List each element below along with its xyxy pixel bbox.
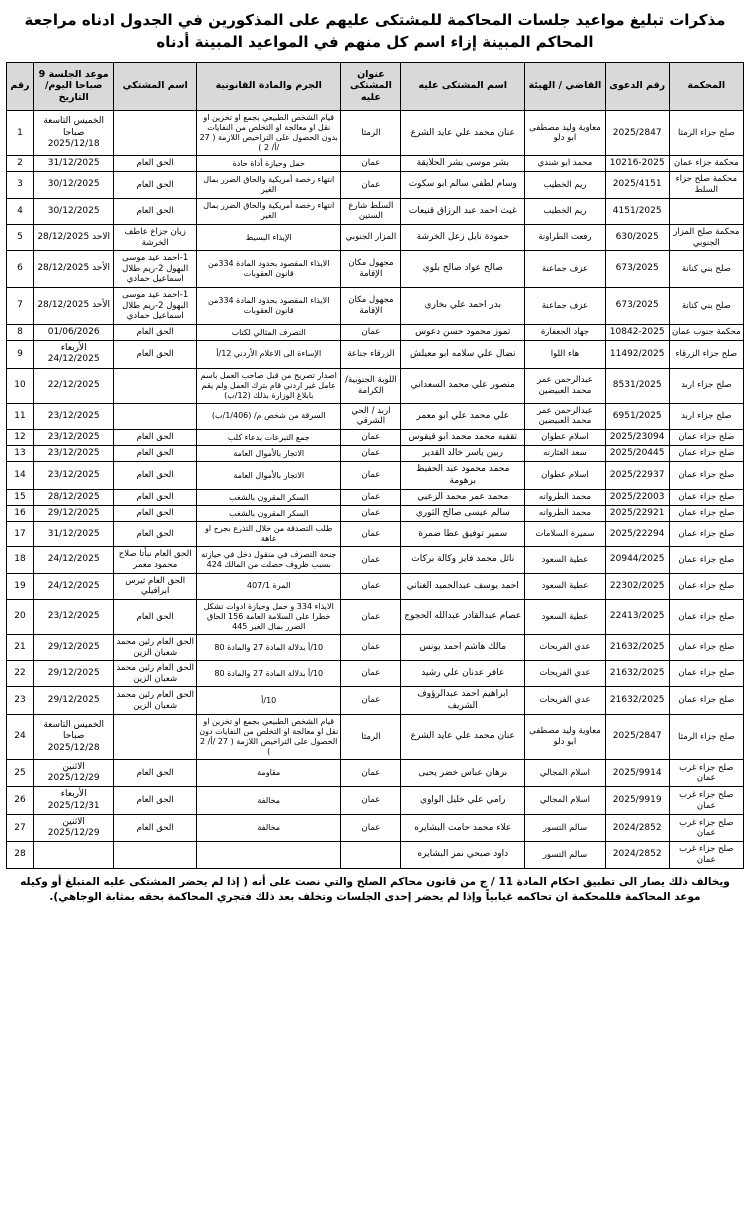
cell-judge: جهاد الجعفارة <box>525 324 606 340</box>
cell-case-number: 20944/2025 <box>605 547 669 573</box>
cell-court <box>669 198 743 224</box>
cell-number: 11 <box>7 403 34 429</box>
cell-court: صلح جزاء الرمثا <box>669 714 743 759</box>
cell-session-date: 01/06/2026 <box>33 324 114 340</box>
cell-plaintiff: الحق العام <box>114 429 197 445</box>
cell-case-number: 21632/2025 <box>605 634 669 660</box>
cell-court: صلح جزاء عمان <box>669 599 743 634</box>
cell-defendant-name: منصور علي محمد السعداني <box>401 368 525 403</box>
cell-plaintiff: 1-احمد عيد موسى البهول 2-ريم طلال اسماعيل حمادي <box>114 251 197 288</box>
table-row <box>7 547 744 573</box>
cell-judge: عدي الفريحات <box>525 634 606 660</box>
table-row <box>7 198 744 224</box>
cell-judge: معاوية وليد مصطفى ابو دلو <box>525 714 606 759</box>
cell-number: 15 <box>7 489 34 505</box>
cell-session-date: 29/12/2025 <box>33 661 114 687</box>
cell-case-number: 673/2025 <box>605 251 669 288</box>
cell-court: صلح جزاء الرمثا <box>669 111 743 156</box>
cell-charge: المرة 407/1 <box>196 573 341 599</box>
cell-judge: عبدالرحمن عمر محمد العبيضين <box>525 403 606 429</box>
cell-judge: عطية السعود <box>525 573 606 599</box>
column-header-charge: الجرم والمادة القانونية <box>196 62 341 111</box>
cell-judge: عدي الفريحات <box>525 661 606 687</box>
cell-defendant-address: مجهول مكان الإقامة <box>341 288 401 325</box>
cell-charge <box>196 842 341 868</box>
cell-session-date: 23/12/2025 <box>33 403 114 429</box>
cell-session-date: 23/12/2025 <box>33 599 114 634</box>
cell-plaintiff: الحق العام <box>114 198 197 224</box>
cell-plaintiff <box>114 368 197 403</box>
cell-plaintiff: الحق العام <box>114 787 197 815</box>
cell-session-date: 23/12/2025 <box>33 462 114 490</box>
cell-plaintiff <box>114 111 197 156</box>
cell-defendant-address: عمان <box>341 687 401 715</box>
cell-session-date: الخميس التاسعة صباحا 2025/12/18 <box>33 111 114 156</box>
cell-charge: مخالفة <box>196 787 341 815</box>
cell-judge: عطية السعود <box>525 547 606 573</box>
cell-court: صلح جزاء غرب عمان <box>669 842 743 868</box>
cell-defendant-address: اللوبة الجنوبية/ الكرامة <box>341 368 401 403</box>
table-row <box>7 661 744 687</box>
cell-court: محكمة جزاء عمان <box>669 156 743 172</box>
cell-charge: حمل وحيازة أداة حادة <box>196 156 341 172</box>
cell-session-date: الاثنين 2025/12/29 <box>33 759 114 787</box>
column-header-session-date: موعد الجلسة 9 صباحا اليوم/التاريخ <box>33 62 114 111</box>
cell-judge: اسلام عطوان <box>525 462 606 490</box>
cell-court: صلح جزاء عمان <box>669 573 743 599</box>
table-row <box>7 172 744 198</box>
cell-case-number: 630/2025 <box>605 224 669 250</box>
table-row <box>7 814 744 842</box>
table-row <box>7 714 744 759</box>
cell-plaintiff <box>114 842 197 868</box>
column-header-number: رقم <box>7 62 34 111</box>
cell-plaintiff: الحق العام <box>114 506 197 522</box>
column-header-defendant-address: عنوان المشتكى عليه <box>341 62 401 111</box>
cell-court: صلح جزاء عمان <box>669 547 743 573</box>
cell-number: 16 <box>7 506 34 522</box>
cell-defendant-name: ابراهيم احمد عبدالرؤوف الشريف <box>401 687 525 715</box>
cell-charge: 10/أ بدلالة المادة 27 والمادة 80 <box>196 634 341 660</box>
cell-charge: السرقة من شخص م/ (1/406/ب) <box>196 403 341 429</box>
cell-number: 5 <box>7 224 34 250</box>
cell-judge: سالم التسور <box>525 842 606 868</box>
cell-session-date: 24/12/2025 <box>33 547 114 573</box>
cell-judge: محمد الطروانه <box>525 489 606 505</box>
cell-plaintiff: الحق العام رئين محمد شعبان الزين <box>114 634 197 660</box>
cell-case-number: 2025/4151 <box>605 172 669 198</box>
cell-charge: مقاومة <box>196 759 341 787</box>
cell-charge: الإساءة الى الاعلام الأردني 12/أ <box>196 341 341 369</box>
table-row <box>7 506 744 522</box>
cell-defendant-name: مالك هاشم احمد يونس <box>401 634 525 660</box>
cell-session-date: 22/12/2025 <box>33 368 114 403</box>
table-row <box>7 368 744 403</box>
cell-charge: الايذاء المقصود بحدود المادة 334من قانون العقوبات <box>196 288 341 325</box>
cell-defendant-name: عافر عدنان علي رشيد <box>401 661 525 687</box>
table-row <box>7 156 744 172</box>
cell-case-number: 8531/2025 <box>605 368 669 403</box>
cell-defendant-address: عمان <box>341 156 401 172</box>
cell-defendant-name: عصام عبدالقادر عبدالله الحجوج <box>401 599 525 634</box>
cell-number: 24 <box>7 714 34 759</box>
column-header-case-number: رقم الدعوى <box>605 62 669 111</box>
cell-session-date: 29/12/2025 <box>33 687 114 715</box>
cell-defendant-name: محمد محمود عبد الحفيظ برهومة <box>401 462 525 490</box>
cell-session-date: الأربعاء 2025/12/31 <box>33 787 114 815</box>
cell-number: 9 <box>7 341 34 369</box>
cell-number: 23 <box>7 687 34 715</box>
cell-case-number: 2025/2847 <box>605 111 669 156</box>
cell-charge: جنحة التصرف في منقول دخل في حيازته بسبب ظروف حصلت من المالك 424 <box>196 547 341 573</box>
cell-number: 20 <box>7 599 34 634</box>
cell-case-number: 2025/2847 <box>605 714 669 759</box>
cell-number: 28 <box>7 842 34 868</box>
cell-judge: عطية السعود <box>525 599 606 634</box>
column-header-defendant-name: اسم المشتكى عليه <box>401 62 525 111</box>
cell-court: محكمة صلح جزاء السلط <box>669 172 743 198</box>
footer-note-line-2: موعد المحاكمة فللمحكمة ان تحاكمه غيابياً وإذا لم يحضر إحدى الجلسات وتخلف بعد ذلك فتجري المحاكمة بحقه بمثابة الوجاهي). <box>49 891 701 904</box>
cell-plaintiff: الحق العام ثيرس ابرافيلي <box>114 573 197 599</box>
cell-defendant-name: تقفيه محمد محمد ابو قيقوس <box>401 429 525 445</box>
cell-charge: السكر المقرون بالشغب <box>196 506 341 522</box>
cell-defendant-address: عمان <box>341 573 401 599</box>
cell-session-date: 23/12/2025 <box>33 446 114 462</box>
cell-plaintiff: الحق العام <box>114 759 197 787</box>
cell-charge: قيام الشخص الطبيعي بجمع او تخزين او نقل او معالجة او التخلص من النفايات بدون الحصول على التراخيص اللازمة ( 27 /أ/ 2 ) <box>196 111 341 156</box>
cell-plaintiff: الحق العام نبأتا صلاح محمود معمر <box>114 547 197 573</box>
cell-number: 22 <box>7 661 34 687</box>
cell-case-number: 2024/2852 <box>605 814 669 842</box>
cell-judge: ريم الخطيب <box>525 198 606 224</box>
cell-defendant-name: صالح عواد صالح بلوي <box>401 251 525 288</box>
cell-defendant-address: عمان <box>341 172 401 198</box>
cell-charge: 10/أ <box>196 687 341 715</box>
cell-plaintiff: الحق العام <box>114 172 197 198</box>
cell-number: 3 <box>7 172 34 198</box>
cell-charge: اصدار تصريح من قبل صاحب العمل باسم عامل غير اردني قام بترك العمل ولم يقم بابلاغ الوزارة بذلك (12/ب) <box>196 368 341 403</box>
cell-defendant-address: عمان <box>341 634 401 660</box>
cell-session-date: 31/12/2025 <box>33 522 114 547</box>
cell-session-date <box>33 842 114 868</box>
cell-charge: 10/أ بدلالة المادة 27 والمادة 80 <box>196 661 341 687</box>
cell-plaintiff: الحق العام <box>114 324 197 340</box>
cell-session-date: 29/12/2025 <box>33 506 114 522</box>
footer-note-line-1: ويخالف ذلك يصار الى تطبيق احكام المادة 11 / ج من قانون محاكم الصلح والتي نصت على أنه ( إذا لم يحضر المشتكى عليه المتبلغ أو وكيله <box>20 875 730 888</box>
cell-session-date: 30/12/2025 <box>33 198 114 224</box>
cell-plaintiff: زيان جزاع عاطف الخرشة <box>114 224 197 250</box>
cell-charge: طلب التصدقة من خلال التذرع بجرح او عاهة <box>196 522 341 547</box>
cell-number: 7 <box>7 288 34 325</box>
column-header-judge: القاضي / الهيئة <box>525 62 606 111</box>
table-row <box>7 324 744 340</box>
cell-defendant-address: عمان <box>341 506 401 522</box>
cell-defendant-address: عمان <box>341 462 401 490</box>
sessions-table <box>6 62 744 869</box>
cell-session-date: الخميس التاسعة صباحا 2025/12/28 <box>33 714 114 759</box>
cell-court: صلح جزاء عمان <box>669 489 743 505</box>
cell-plaintiff: الحق العام رئين محمد شعبان الزين <box>114 661 197 687</box>
cell-defendant-name: وسام لطفي سالم ابو سكوت <box>401 172 525 198</box>
cell-court: صلح جزاء الزرقاء <box>669 341 743 369</box>
cell-defendant-address <box>341 842 401 868</box>
cell-defendant-address: عمان <box>341 429 401 445</box>
cell-defendant-name: نضال علي سلامه ابو معيلش <box>401 341 525 369</box>
cell-court: صلح بني كنانة <box>669 251 743 288</box>
table-row <box>7 462 744 490</box>
cell-court: صلح جزاء عمان <box>669 462 743 490</box>
cell-defendant-name: عنان محمد علي عايد الشرع <box>401 714 525 759</box>
cell-court: صلح جزاء غرب عمان <box>669 759 743 787</box>
cell-judge: رفعت الطراونة <box>525 224 606 250</box>
cell-case-number: 6951/2025 <box>605 403 669 429</box>
cell-defendant-name: تموز محمود حسن دعوس <box>401 324 525 340</box>
cell-judge: سعد العثارنه <box>525 446 606 462</box>
cell-defendant-name: سمير توفيق عطا ضمرة <box>401 522 525 547</box>
page-title: مذكرات تبليغ مواعيد جلسات المحاكمة للمشتكى عليهم على المذكورين في الجدول ادناه مراجعة المحاكم المبينة إزاء اسم كل منهم في المواعيد المبينة أدناه <box>24 11 726 51</box>
cell-defendant-address: عمان <box>341 599 401 634</box>
cell-defendant-address: عمان <box>341 661 401 687</box>
cell-charge: جمع التبرعات بدعاء كلب <box>196 429 341 445</box>
column-header-court: المحكمة <box>669 62 743 111</box>
cell-number: 19 <box>7 573 34 599</box>
table-row <box>7 573 744 599</box>
cell-charge: السكر المقرون بالشغب <box>196 489 341 505</box>
cell-case-number: 2025/22294 <box>605 522 669 547</box>
cell-defendant-address: عمان <box>341 814 401 842</box>
cell-defendant-name: سالم عيسى صالح الثوري <box>401 506 525 522</box>
cell-number: 17 <box>7 522 34 547</box>
cell-defendant-name: بدر احمد علي بخاري <box>401 288 525 325</box>
cell-defendant-name: علاء محمد حامت البشايره <box>401 814 525 842</box>
cell-judge: عبدالرحمن عمر محمد العبيضين <box>525 368 606 403</box>
cell-number: 6 <box>7 251 34 288</box>
cell-case-number: 11492/2025 <box>605 341 669 369</box>
cell-court: صلح جزاء عمان <box>669 634 743 660</box>
cell-defendant-name: حمودة نايل زعل الخرشة <box>401 224 525 250</box>
cell-plaintiff: الحق العام <box>114 599 197 634</box>
cell-defendant-name: محمد عمر محمد الزعبي <box>401 489 525 505</box>
cell-court: صلح جزاء عمان <box>669 687 743 715</box>
cell-session-date: 28/12/2025 <box>33 489 114 505</box>
cell-judge: محمد الطروانه <box>525 506 606 522</box>
cell-number: 25 <box>7 759 34 787</box>
cell-charge: انتهاء رخصة أمريكية والحاق الضرر بمال الغير <box>196 198 341 224</box>
cell-charge: مخالفة <box>196 814 341 842</box>
table-row <box>7 599 744 634</box>
cell-judge: سميرة السلامات <box>525 522 606 547</box>
cell-case-number: 2025/22921 <box>605 506 669 522</box>
cell-case-number: 2025/22003 <box>605 489 669 505</box>
cell-plaintiff <box>114 714 197 759</box>
table-row <box>7 634 744 660</box>
cell-defendant-address: اربد / الحي الشرقي <box>341 403 401 429</box>
cell-judge: محمد ابو شندي <box>525 156 606 172</box>
cell-session-date: الاثنين 2025/12/29 <box>33 814 114 842</box>
cell-court: صلح بني كنانة <box>669 288 743 325</box>
cell-judge: هاء اللوا <box>525 341 606 369</box>
cell-charge: الايذاء 334 و حمل وحيازة ادوات تشكل خطرا على السلامة العامة 156 الحاق الضرر بمال الغير 445 <box>196 599 341 634</box>
footer-note <box>6 875 744 907</box>
cell-defendant-name: عنان محمد علي عايد الشرع <box>401 111 525 156</box>
cell-plaintiff: الحق العام <box>114 522 197 547</box>
table-row <box>7 341 744 369</box>
cell-court: صلح جزاء عمان <box>669 446 743 462</box>
cell-session-date: 24/12/2025 <box>33 573 114 599</box>
cell-session-date: 30/12/2025 <box>33 172 114 198</box>
cell-court: صلح جزاء غرب عمان <box>669 814 743 842</box>
table-row <box>7 842 744 868</box>
table-body <box>7 111 744 869</box>
cell-case-number: 4151/2025 <box>605 198 669 224</box>
cell-judge: معاوية وليد مصطفى ابو دلو <box>525 111 606 156</box>
cell-number: 18 <box>7 547 34 573</box>
cell-number: 21 <box>7 634 34 660</box>
cell-defendant-address: عمان <box>341 547 401 573</box>
cell-defendant-address: عمان <box>341 522 401 547</box>
cell-session-date: الاحد 28/12/2025 <box>33 224 114 250</box>
cell-defendant-address: عمان <box>341 324 401 340</box>
cell-defendant-address: عمان <box>341 787 401 815</box>
cell-number: 10 <box>7 368 34 403</box>
cell-number: 2 <box>7 156 34 172</box>
cell-case-number: 2025/22937 <box>605 462 669 490</box>
cell-case-number: 673/2025 <box>605 288 669 325</box>
table-row <box>7 403 744 429</box>
table-row <box>7 251 744 288</box>
cell-judge: ريم الخطيب <box>525 172 606 198</box>
cell-defendant-address: الزرقاء جناعة <box>341 341 401 369</box>
cell-case-number: 22413/2025 <box>605 599 669 634</box>
cell-plaintiff: الحق العام <box>114 446 197 462</box>
cell-defendant-address: الرمثا <box>341 714 401 759</box>
cell-defendant-name: غيث احمد عبد الرزاق قنيعات <box>401 198 525 224</box>
cell-defendant-name: ربين ياسر خالد القدير <box>401 446 525 462</box>
cell-plaintiff <box>114 403 197 429</box>
cell-number: 12 <box>7 429 34 445</box>
cell-number: 26 <box>7 787 34 815</box>
table-header-row <box>7 62 744 111</box>
cell-judge: اسلام المجالي <box>525 759 606 787</box>
table-row <box>7 759 744 787</box>
cell-defendant-address: المزار الجنوبي <box>341 224 401 250</box>
cell-defendant-name: رامي علي خليل الواوي <box>401 787 525 815</box>
table-row <box>7 111 744 156</box>
table-row <box>7 489 744 505</box>
cell-charge: الاتجار بالأموال العامة <box>196 446 341 462</box>
cell-court: صلح جزاء عمان <box>669 506 743 522</box>
cell-court: صلح جزاء اربد <box>669 368 743 403</box>
cell-defendant-name: برهان عباس خضر يحيى <box>401 759 525 787</box>
cell-case-number: 2025/9914 <box>605 759 669 787</box>
cell-charge: الاتجار بالأموال العامة <box>196 462 341 490</box>
cell-case-number: 22302/2025 <box>605 573 669 599</box>
cell-defendant-address: مجهول مكان الإقامة <box>341 251 401 288</box>
cell-charge: انتهاء رخصة أمريكية والحاق الضرر بمال الغير <box>196 172 341 198</box>
cell-session-date: 29/12/2025 <box>33 634 114 660</box>
cell-court: صلح جزاء غرب عمان <box>669 787 743 815</box>
cell-court: محكمة جنوب عمان <box>669 324 743 340</box>
cell-plaintiff: الحق العام رئين محمد شعبان الزين <box>114 687 197 715</box>
cell-charge: الإيذاء البسيط <box>196 224 341 250</box>
cell-defendant-name: علي محمد علي ابو معمر <box>401 403 525 429</box>
cell-session-date: الأربعاء 24/12/2025 <box>33 341 114 369</box>
cell-plaintiff: الحق العام <box>114 156 197 172</box>
table-row <box>7 687 744 715</box>
cell-defendant-address: عمان <box>341 446 401 462</box>
cell-case-number: 2025/9919 <box>605 787 669 815</box>
cell-session-date: الأحد 28/12/2025 <box>33 251 114 288</box>
cell-judge: عزف جماعنة <box>525 288 606 325</box>
cell-number: 1 <box>7 111 34 156</box>
cell-judge: عدي الفريحات <box>525 687 606 715</box>
table-row <box>7 522 744 547</box>
cell-defendant-name: داود صبحي نمر البشايره <box>401 842 525 868</box>
cell-defendant-name: نائل محمد فايز وكالة بركات <box>401 547 525 573</box>
cell-judge: اسلام عطوان <box>525 429 606 445</box>
cell-court: صلح جزاء عمان <box>669 522 743 547</box>
cell-case-number: 21632/2025 <box>605 687 669 715</box>
column-header-plaintiff: اسم المشتكي <box>114 62 197 111</box>
cell-case-number: 21632/2025 <box>605 661 669 687</box>
cell-court: صلح جزاء عمان <box>669 429 743 445</box>
cell-case-number: 2025/20445 <box>605 446 669 462</box>
cell-case-number: 10842-2025 <box>605 324 669 340</box>
cell-defendant-address: عمان <box>341 759 401 787</box>
cell-plaintiff: 1-احمد عيد موسى البهول 2-ريم طلال اسماعيل حمادي <box>114 288 197 325</box>
cell-session-date: 31/12/2025 <box>33 156 114 172</box>
cell-plaintiff: الحق العام <box>114 814 197 842</box>
cell-court: صلح جزاء عمان <box>669 661 743 687</box>
cell-number: 14 <box>7 462 34 490</box>
cell-defendant-name: بشر موسى بشر الحلايقة <box>401 156 525 172</box>
table-row <box>7 288 744 325</box>
cell-session-date: الأحد 28/12/2025 <box>33 288 114 325</box>
cell-judge: سالم التسور <box>525 814 606 842</box>
cell-judge: اسلام المجالي <box>525 787 606 815</box>
cell-plaintiff: الحق العام <box>114 462 197 490</box>
cell-defendant-address: السلط شارع الستين <box>341 198 401 224</box>
cell-number: 4 <box>7 198 34 224</box>
cell-plaintiff: الحق العام <box>114 489 197 505</box>
table-row <box>7 224 744 250</box>
cell-session-date: 23/12/2025 <box>33 429 114 445</box>
cell-defendant-address: الرمثا <box>341 111 401 156</box>
table-row <box>7 446 744 462</box>
cell-charge: التصرف المثالي لكتاب <box>196 324 341 340</box>
cell-judge: عزف جماعنة <box>525 251 606 288</box>
cell-court: صلح جزاء اربد <box>669 403 743 429</box>
cell-defendant-name: احمد يوسف عبدالحميد الغناني <box>401 573 525 599</box>
cell-charge: الايذاء المقصود بحدود المادة 334من قانون العقوبات <box>196 251 341 288</box>
cell-number: 8 <box>7 324 34 340</box>
table-row <box>7 429 744 445</box>
cell-plaintiff: الحق العام <box>114 341 197 369</box>
cell-number: 13 <box>7 446 34 462</box>
cell-case-number: 2025/23094 <box>605 429 669 445</box>
cell-defendant-address: عمان <box>341 489 401 505</box>
cell-number: 27 <box>7 814 34 842</box>
cell-court: محكمة صلح المزار الجنوبي <box>669 224 743 250</box>
cell-case-number: 2024/2852 <box>605 842 669 868</box>
cell-charge: قيام الشخص الطبيعي بجمع او تخزين او نقل او معالجة او التخلص من النفايات دون الحصول على التراخيص اللازمة ( 27 /أ/ 2 ) <box>196 714 341 759</box>
table-row <box>7 787 744 815</box>
cell-case-number: 10216-2025 <box>605 156 669 172</box>
